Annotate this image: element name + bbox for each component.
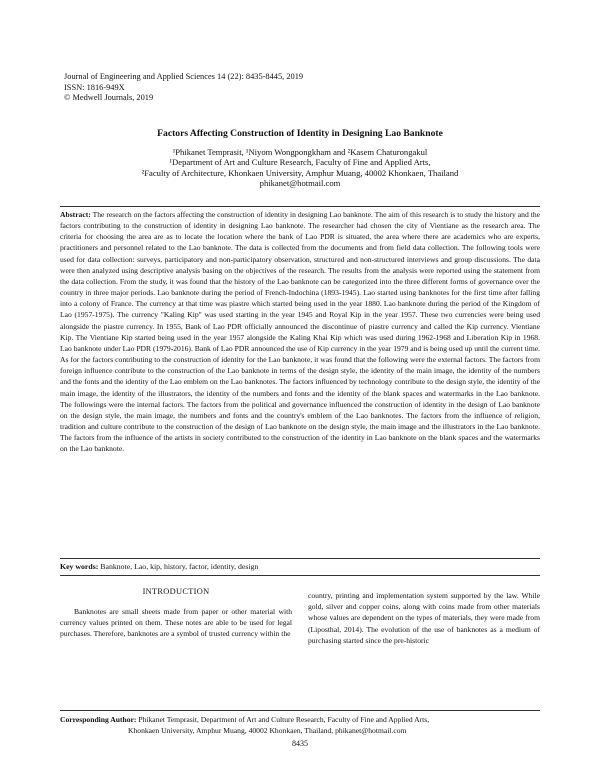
abstract-top-rule <box>60 206 540 207</box>
abstract-bottom-rule <box>60 558 540 559</box>
corresponding-line-2: Khonkaen University, Amphur Muang, 40002 Khonkaen, Thailand, phikanet@hotmail.com <box>128 726 407 735</box>
corresponding-author <box>60 714 540 736</box>
journal-issn: ISSN: 1816-949X <box>64 82 125 92</box>
corresponding-label: Corresponding Author: <box>60 715 137 724</box>
abstract-label: Abstract: <box>60 210 91 219</box>
journal-citation: Journal of Engineering and Applied Sciences 14 (22): 8435-8445, 2019 <box>64 72 304 81</box>
author-block <box>60 147 540 189</box>
keywords-label: Key words: <box>60 562 99 571</box>
keywords-text: Banknote, Lao, kip, history, factor, identity, design <box>100 562 259 571</box>
author-names: ¹Phikanet Temprasit, ¹Niyom Wongpongkham and ²Kasem Chaturongakul <box>172 147 428 157</box>
journal-header <box>64 72 303 104</box>
introduction-right-column: country, printing and implementation system supported by the law. While gold, silver and copper coins, along with coins made from other materials whose values are dependent on the types of materials, they were made from (Liposthal, 2014). The evolution of the use of banknotes as a medium of purchasing started since the pre-historic <box>308 591 540 645</box>
affiliation-2: ²Faculty of Architecture, Khonkaen University, Amphur Muang, 40002 Khonkaen, Thailand <box>141 167 459 178</box>
keywords-bottom-rule <box>60 575 540 576</box>
page-number: 8435 <box>292 739 308 748</box>
author-email: phikanet@hotmail.com <box>259 178 341 189</box>
abstract-text: The research on the factors affecting the construction of identity in designing Lao banknote. The aim of this research is to study the history and the factors contributing to the construction of identity in designing Lao banknote. The researcher had chosen the city of Vientiane as the research area. The criteria for choosing the area are as to locate the location where the bank of Lao PDR is situated, the area where there are academics who are experts, practitioners and personnel related to the Lao banknote. The data is collected from the documents and from field data collection. The following tools were used for data collection: surveys, participatory and non-participatory observation, structured and non-structured interviews and group discussions. The data were then analyzed using descriptive analysis basing on the objectives of the research. The results from the analysis were reported using the statement from the data collection. From the study, it was found that the history of the Lao banknote can be categorized into the three different forms of governance over the country in three major periods. Lao banknote during the period of French-Indochina (1893-1945). Lao started using banknotes for the first time after falling into a colony of France. The currency at that time was piastre which started being used in the year 1880. Lao banknote during the period of the Kingdom of Lao (1957-1975). The currency "Kaling Kip" was used starting in the year 1945 and Royal Kip in the year 1957. These two currencies were being used alongside the piastre currency. In 1955, Bank of Lao PDR officially announced the discontinue of piastre currency and called the Kip currency. Vientiane Kip. The Vientiane Kip started being used in the year 1957 alongside the Kaling Khai Kip which was used during 1962-1968 and Liberation Kip in 1968. Lao banknote under Lao PDR (1979-2016). Bank of Lao PDR announced the use of Kip currency in the year 1979 and is being used up until the current time. As for the factors contributing to the construction of identity for the Lao banknote, it was found that the following were the external factors. The factors from foreign influence contribute to the construction of the Lao banknote in terms of the design style, the identity of the main image, the identity of the numbers and the fonts and the identity of the Lao emblem on the Lao banknotes. The factors influenced by technology contribute to the design style, the identity of the main image, the identity of the illustrators, the identity of the numbers and fonts and the identity of the blank spaces and watermarks in the Lao banknote. The followings were the internal factors. The factors from the political and governance influenced the construction of identity in the design of Lao banknote on the design style, the main image, the numbers and fonts and the country's emblem of the Lao banknotes. The factors from the influence of religion, tradition and culture contribute to the construction of the design of Lao banknote on the design style, the main image and the illustrators in the Lao banknote. The factors from the influence of the artists in society contributed to the construction of the identity in Lao banknote on the blank spaces and the watermarks on the Lao banknote. <box>60 210 541 454</box>
paper-title: Factors Affecting Construction of Identity in Designing Lao Banknote <box>157 128 443 139</box>
abstract <box>60 209 540 454</box>
journal-copyright: © Medwell Journals, 2019 <box>64 93 154 103</box>
keywords <box>60 562 258 571</box>
affiliation-1: ¹Department of Art and Culture Research, Faculty of Fine and Applied Arts, <box>169 157 431 168</box>
footer-rule <box>60 710 540 711</box>
corresponding-line-1: Phikanet Temprasit, Department of Art and Culture Research, Faculty of Fine and Applied Arts, <box>138 715 430 724</box>
introduction-left-column: Banknotes are small sheets made from paper or other material with currency values printed on them. These notes are able to be used for legal purchases. Therefore, banknotes are a symbol of trusted currency within the <box>60 607 292 639</box>
introduction-heading: INTRODUCTION <box>142 587 210 596</box>
